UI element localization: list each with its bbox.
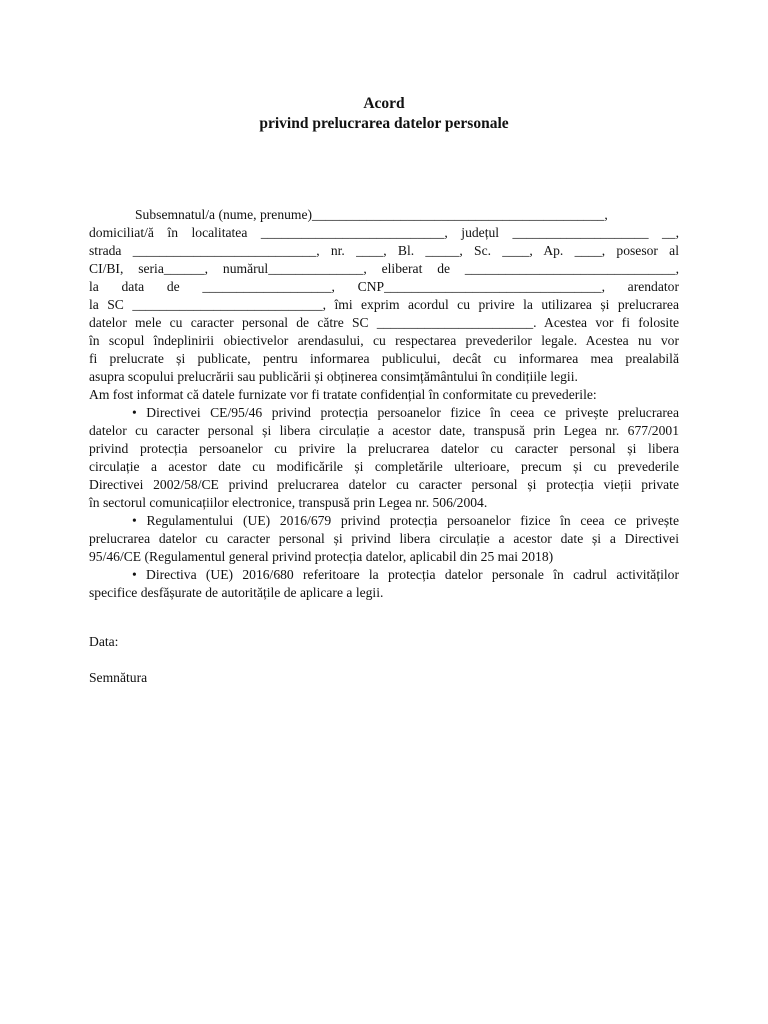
bullet-line: prelucrarea datelor cu caracter personal și privind libera circulație a acestor date și a Directivei (89, 531, 679, 546)
intro-line: domiciliat/ă în localitatea ___________________________, județul ____________________ __, (89, 225, 679, 240)
intro-line: în scopul îndeplinirii obiectivelor arendasului, cu respectarea prevederilor legale. Acestea nu vor (89, 333, 679, 348)
bullet-line: 95/46/CE (Regulamentul general privind protecția datelor, aplicabil din 25 mai 2018) (89, 549, 554, 564)
intro-line: datelor mele cu caracter personal de către SC _______________________. Acestea vor fi folosite (89, 315, 679, 330)
bullet-line: datelor cu caracter personal și libera circulație a acestor date, transpusă prin Legea nr. 677/2001 (89, 423, 679, 438)
bullet-line: • Directivei CE/95/46 privind protecția persoanelor fizice în ceea ce privește prelucrarea (132, 405, 679, 420)
bullet-line: circulație a acestor date cu modificările și completările ulterioare, precum și cu prevederile (89, 459, 679, 474)
intro-line: asupra scopului prelucrării sau publicării și obținerea consimțământului în condițiile legii. (89, 369, 578, 384)
document-title: Acord (363, 95, 405, 112)
bullet-line: în sectorul comunicațiilor electronice, transpusă prin Legea nr. 506/2004. (89, 495, 488, 510)
signature-label: Semnătura (89, 670, 148, 685)
intro-line: strada ___________________________, nr. ____, Bl. _____, Sc. ____, Ap. ____, posesor al (89, 243, 679, 258)
bullet-line: specifice desfășurate de autoritățile de aplicare a legii. (89, 585, 384, 600)
bullet-line: • Regulamentului (UE) 2016/679 privind protecția persoanelor fizice în ceea ce privește (132, 513, 679, 528)
intro-line: fi prelucrate și publicate, pentru informarea publicului, decât cu informarea mea prealabilă (89, 351, 679, 366)
document-body (89, 206, 679, 602)
intro-line: Am fost informat că datele furnizate vor fi tratate confidențial în conformitate cu prevederile: (89, 387, 597, 402)
intro-line: la data de ___________________, CNP________________________________, arendator (89, 279, 679, 294)
intro-line: la SC ____________________________, îmi exprim acordul cu privire la utilizarea și prelucrarea (89, 297, 679, 312)
document-subtitle: privind prelucrarea datelor personale (259, 115, 509, 132)
bullet-line: privind protecția persoanelor cu privire la prelucrarea datelor cu caracter personal și libera (89, 441, 679, 456)
intro-line: CI/BI, seria______, numărul______________, eliberat de _______________________________, (89, 261, 679, 276)
date-label: Data: (89, 634, 119, 649)
intro-line: Subsemnatul/a (nume, prenume)___________________________________________, (135, 207, 608, 222)
bullet-line: Directivei 2002/58/CE privind prelucrarea datelor cu caracter personal și protecția vieții private (89, 477, 679, 492)
bullet-line: • Directiva (UE) 2016/680 referitoare la protecția datelor personale în cadrul activităților (132, 567, 679, 582)
